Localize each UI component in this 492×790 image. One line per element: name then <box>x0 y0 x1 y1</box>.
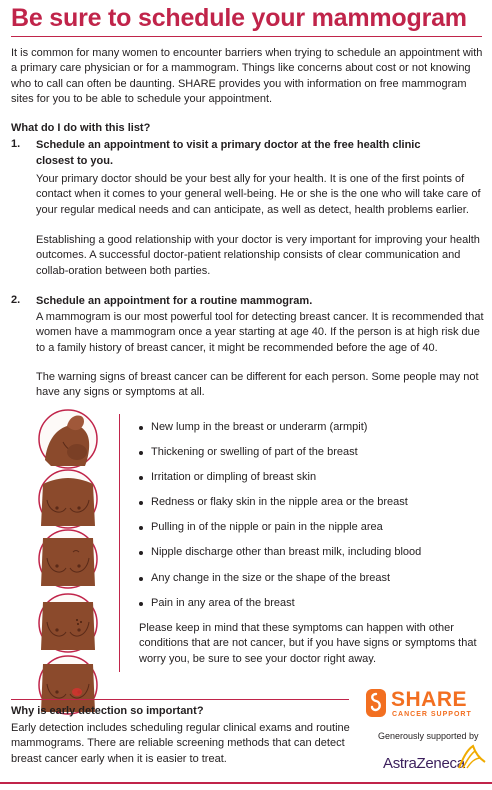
armpit-exam-figure <box>37 408 99 470</box>
title-divider <box>11 36 482 37</box>
item-1-heading <box>36 138 484 153</box>
astrazeneca-mark-icon <box>453 744 487 770</box>
list-item: Irritation or dimpling of breast skin <box>136 471 421 496</box>
illustration-divider <box>119 414 120 672</box>
item-1-paragraph-2: Establishing a good relationship with your doctor is very important for improving your health outcomes. A successful doctor-patient relationship consists of clear communication and collab-oration between both parties. <box>36 234 480 277</box>
page-title: Be sure to schedule your mammogram <box>11 4 467 32</box>
why-paragraph: Early detection includes scheduling regular clinical exams and routine mammograms. There are reliable screening methods that can detect breast cancer early when it is easier to treat. <box>11 722 350 765</box>
list-item: Pulling in of the nipple or pain in the nipple area <box>136 521 421 546</box>
item-1-heading-line2: closest to you. <box>36 155 114 167</box>
item-1-paragraph-1: Your primary doctor should be your best ally for your health. It is one of the first points of contact when it comes to your general well-being. He or she is the one who will take care of your regular medical needs and can anticipate, as well as detect, health problems earlier. <box>36 173 481 216</box>
item-2-paragraph-1: A mammogram is our most powerful tool for detecting breast cancer. It is recommended that women have a mammogram once a year starting at age 40. If the person is at high risk due to a family history of breast cancer, it might be recommended before the age of 40. <box>36 311 484 354</box>
item-2-heading: Schedule an appointment for a routine mammogram. <box>36 295 313 307</box>
symptom-list <box>136 421 421 622</box>
footer-divider <box>0 782 492 784</box>
astrazeneca-logo <box>383 744 488 774</box>
item-2-paragraph-2: The warning signs of breast cancer can be different for each person. Some people may not have any signs or symptoms at all. <box>36 371 479 399</box>
list-item: Thickening or swelling of part of the breast <box>136 446 421 471</box>
list-item: Pain in any area of the breast <box>136 597 421 622</box>
bottom-divider <box>11 699 349 700</box>
breasts-dimpling-figure <box>37 592 99 654</box>
item-1-heading-line1: Schedule an appointment to visit a primary doctor at the free health clinic <box>36 139 421 151</box>
list-question-heading: What do I do with this list? <box>11 122 151 134</box>
astrazeneca-wordmark: AstraZeneca <box>383 755 465 772</box>
item-1-number: 1. <box>11 138 21 150</box>
list-item: Nipple discharge other than breast milk, including blood <box>136 546 421 571</box>
intro-paragraph: It is common for many women to encounter barriers when trying to schedule an appointment with a primary care physician or for a mammogram. Things like concerns about cost or not knowing who to call can often be daunting. SHARE provides you with information on free mammogram sites for you to be able to schedule your appointment. <box>11 47 483 106</box>
item-2-number: 2. <box>11 294 21 306</box>
share-mark-icon <box>365 688 387 718</box>
list-item: Any change in the size or the shape of the breast <box>136 572 421 597</box>
breasts-change-figure <box>37 528 99 590</box>
share-tagline: CANCER SUPPORT <box>392 711 472 718</box>
share-wordmark: SHARE <box>391 688 468 711</box>
why-heading: Why is early detection so important? <box>11 705 204 717</box>
breasts-front-figure <box>37 468 99 530</box>
list-item: Redness or flaky skin in the nipple area or the breast <box>136 496 421 521</box>
item-1-heading-cont <box>36 154 113 169</box>
share-logo <box>365 688 487 726</box>
list-item: New lump in the breast or underarm (armpit) <box>136 421 421 446</box>
supported-by-label: Generously supported by <box>378 731 479 741</box>
symptoms-note: Please keep in mind that these symptoms can happen with other conditions that are not cancer, but if you have signs or symptoms that worry you, be sure to see your doctor right away. <box>139 622 477 665</box>
